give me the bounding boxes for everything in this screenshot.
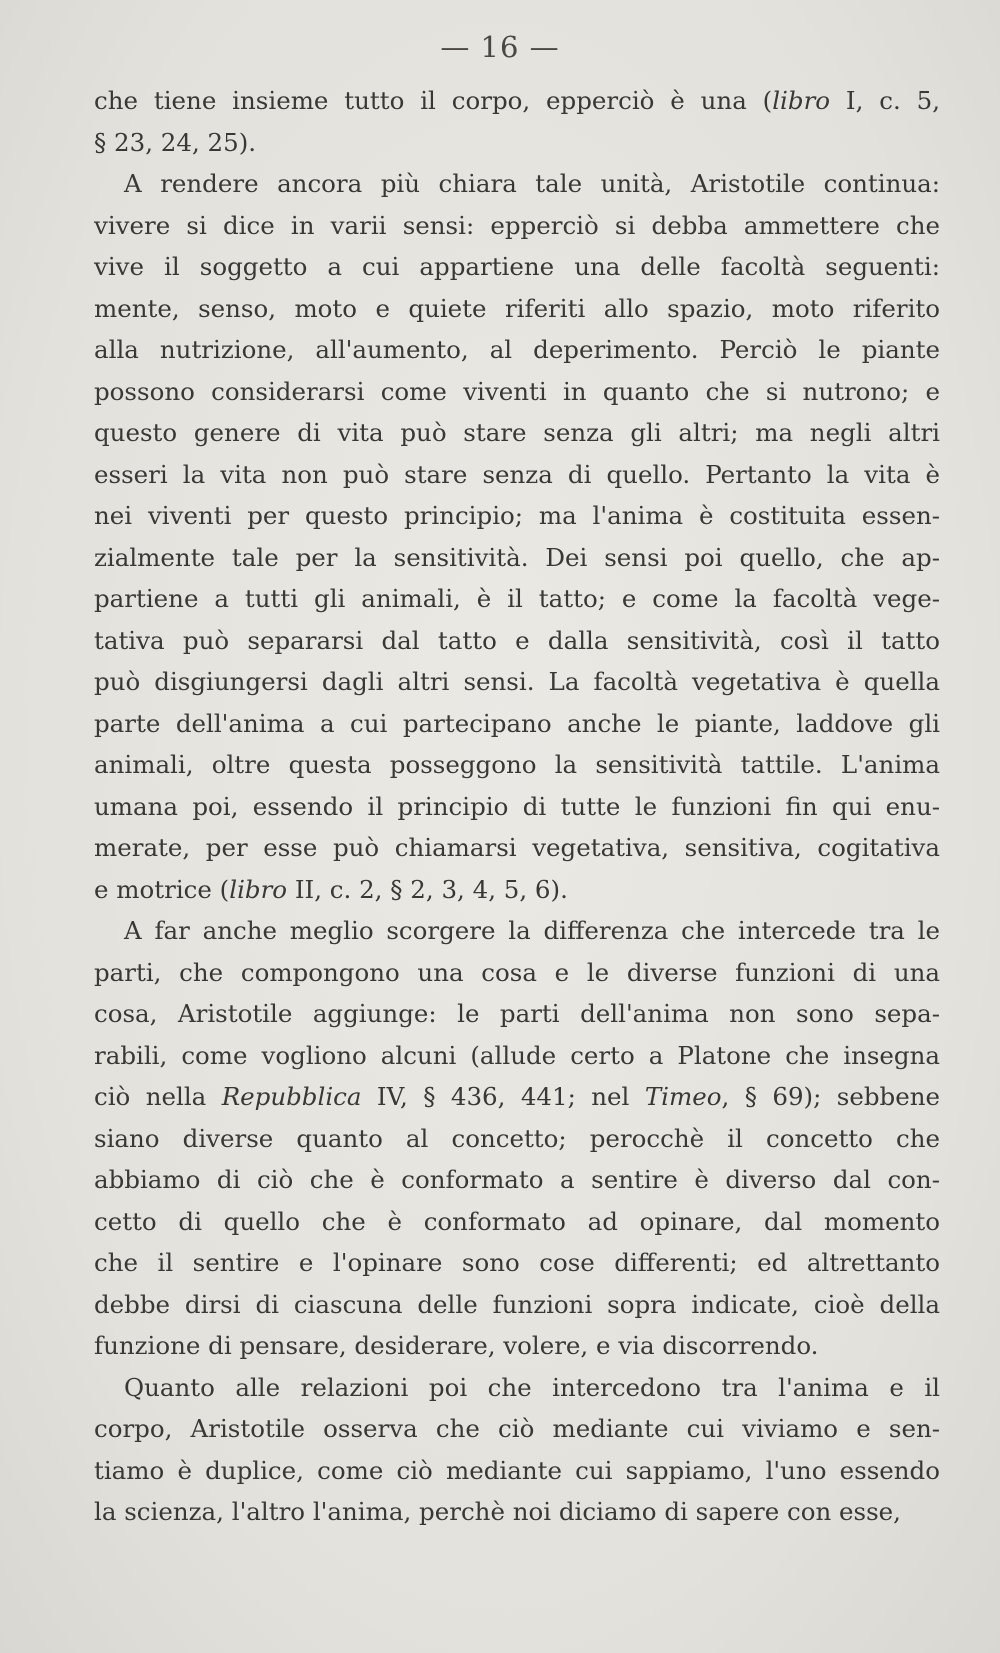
text-run: vive il soggetto a cui appartiene una delle facoltà seguenti:: [94, 252, 940, 281]
text-line: [94, 1284, 940, 1326]
text-run: II, c. 2, § 2, 3, 4, 5, 6).: [287, 874, 568, 904]
text-run: può disgiungersi dagli altri sensi. La facoltà vegetativa è quella: [94, 667, 940, 696]
text-line: [94, 1201, 940, 1243]
text-run: cosa, Aristotile aggiunge: le parti dell'anima non sono sepa-: [94, 999, 940, 1028]
text-line: [94, 661, 940, 703]
text-line: [94, 869, 940, 911]
text-run: alla nutrizione, all'aumento, al deperimento. Perciò le piante: [94, 335, 940, 364]
text-run: rabili, come vogliono alcuni (allude certo a Platone che insegna: [94, 1040, 940, 1070]
text-run: umana poi, essendo il principio di tutte le funzioni fin qui enu-: [94, 791, 940, 821]
text-line: [94, 620, 940, 662]
text-run: merate, per esse può chiamarsi vegetativa, sensitiva, cogitativa: [94, 833, 940, 862]
text-run: I, c. 5,: [830, 86, 940, 115]
text-line: [94, 246, 940, 288]
text-line: [94, 205, 940, 247]
italic-run: libro: [772, 86, 831, 115]
text-line: [94, 288, 940, 330]
text-line: [94, 1325, 940, 1367]
text-run: abbiamo di ciò che è conformato a sentire è diverso dal con-: [94, 1165, 940, 1194]
text-line: [94, 371, 940, 413]
paragraph: [94, 910, 940, 1367]
text-line: [94, 1242, 940, 1284]
text-run: parte dell'anima a cui partecipano anche le piante, laddove gli: [94, 708, 940, 738]
text-run: animali, oltre questa posseggono la sensitività tattile. L'anima: [94, 750, 940, 779]
text-line: [94, 1450, 940, 1492]
text-run: vivere si dice in varii sensi: epperciò si debba ammettere che: [94, 210, 940, 240]
page-number: — 16 —: [440, 30, 560, 64]
text-run: § 23, 24, 25).: [94, 127, 257, 157]
text-run: che tiene insieme tutto il corpo, epperciò è una (: [94, 86, 773, 115]
italic-run: Timeo: [644, 1082, 722, 1111]
text-run: la scienza, l'altro l'anima, perchè noi diciamo di sapere con esse,: [94, 1497, 901, 1526]
text-line: [94, 329, 940, 371]
text-line: [94, 122, 940, 164]
text-line: [94, 703, 940, 745]
text-line: [94, 80, 940, 122]
text-line: [94, 578, 940, 620]
text-run: parti, che compongono una cosa e le diverse funzioni di una: [94, 957, 940, 987]
text-line: [94, 1118, 940, 1160]
text-line: [94, 412, 940, 454]
text-run: questo genere di vita può stare senza gli altri; ma negli altri: [94, 418, 940, 447]
text-run: funzione di pensare, desiderare, volere, e via discorrendo.: [94, 1331, 819, 1360]
text-run: tiamo è duplice, come ciò mediante cui sappiamo, l'uno essendo: [94, 1455, 940, 1485]
text-run: nei viventi per questo principio; ma l'anima è costituita essen-: [94, 501, 940, 530]
text-run: debbe dirsi di ciascuna delle funzioni sopra indicate, cioè della: [94, 1289, 940, 1319]
text-line: [94, 1408, 940, 1450]
text-run: esseri la vita non può stare senza di quello. Pertanto la vita è: [94, 459, 940, 489]
text-line: [94, 163, 940, 205]
text-run: partiene a tutti gli animali, è il tatto; e come la facoltà vege-: [94, 584, 940, 613]
text-run: che il sentire e l'opinare sono cose differenti; ed altrettanto: [94, 1248, 940, 1277]
text-run: Quanto alle relazioni poi che intercedono tra l'anima e il: [124, 1372, 940, 1402]
text-line: [94, 786, 940, 828]
text-run: corpo, Aristotile osserva che ciò mediante cui viviamo e sen-: [94, 1414, 940, 1443]
text-run: tativa può separarsi dal tatto e dalla sensitività, così il tatto: [94, 625, 940, 655]
text-line: [94, 827, 940, 869]
text-run: mente, senso, moto e quiete riferiti allo spazio, moto riferito: [94, 293, 940, 323]
text-line: [94, 993, 940, 1035]
italic-run: libro: [229, 874, 288, 904]
text-line: [94, 537, 940, 579]
text-run: , § 69); sebbene: [721, 1082, 940, 1111]
text-line: [94, 454, 940, 496]
text-line: [94, 744, 940, 786]
text-run: ciò nella: [94, 1082, 222, 1111]
text-run: A rendere ancora più chiara tale unità, Aristotile continua:: [124, 169, 940, 198]
text-line: [94, 1491, 940, 1533]
text-run: zialmente tale per la sensitività. Dei sensi poi quello, che ap-: [94, 542, 940, 572]
text-line: [94, 1159, 940, 1201]
text-run: siano diverse quanto al concetto; perocchè il concetto che: [94, 1123, 940, 1153]
text-line: [94, 952, 940, 994]
body-text: [94, 80, 940, 1533]
text-line: [94, 495, 940, 537]
text-run: e motrice (: [94, 874, 230, 904]
italic-run: Repubblica: [221, 1082, 362, 1111]
text-line: [94, 910, 940, 952]
text-run: cetto di quello che è conformato ad opinare, dal momento: [94, 1206, 940, 1236]
paragraph: [94, 80, 940, 163]
text-line: [94, 1076, 940, 1118]
text-line: [94, 1035, 940, 1077]
paragraph: [94, 1367, 940, 1533]
text-line: [94, 1367, 940, 1409]
text-run: IV, § 436, 441; nel: [361, 1082, 645, 1111]
paragraph: [94, 163, 940, 910]
text-run: possono considerarsi come viventi in quanto che si nutrono; e: [94, 376, 940, 406]
text-run: A far anche meglio scorgere la differenza che intercede tra le: [124, 916, 940, 945]
